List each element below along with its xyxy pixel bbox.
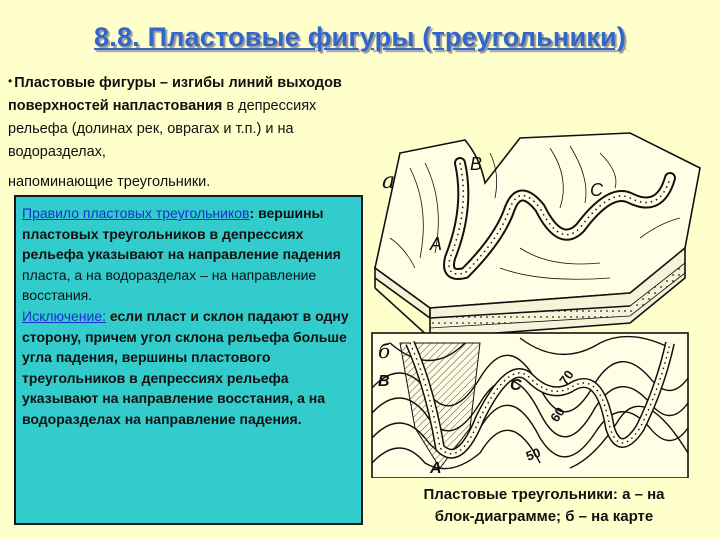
bullet: • (8, 74, 13, 88)
exception-text: если пласт и склон падают в одну сторону, причем угол склона рельефа больше угла падения, вершины пластового треугольников в депрессиях рельефа указывают на направление восстания, а на водоразделах на направление падения. (22, 307, 349, 427)
map-label-point-b: В (378, 373, 390, 390)
figure-caption (372, 484, 716, 528)
intro-paragraph (8, 70, 368, 194)
rule-text: пласта, а на водоразделах – на направление восстания. (22, 266, 317, 304)
intro-bold-text: – изгибы линий выходов поверхностей напластования (8, 75, 342, 114)
page-title: 8.8. Пластовые фигуры (треугольники) (94, 22, 626, 52)
label-a: а (382, 169, 396, 194)
intro-text: в депрессиях рельефа (долинах рек, оврагах и т.п.) и на водоразделах, (8, 98, 317, 160)
contour-label-50: 50 (523, 444, 543, 464)
caption-line-2: блок-диаграмме; б – на карте (434, 508, 654, 525)
map-diagram (372, 333, 688, 478)
block-diagram (375, 133, 700, 338)
label-point-a: А (430, 234, 443, 254)
rule-link[interactable]: Правило пластовых треугольников (22, 205, 250, 221)
figure-diagrams (370, 128, 710, 478)
contour-label-60: 60 (547, 404, 568, 425)
intro-last-line: напоминающие треугольники. (8, 174, 211, 190)
map-label-point-a: А (430, 460, 442, 477)
caption-line-1: Пластовые треугольники: а – на (423, 486, 665, 503)
label-point-b: В (470, 154, 483, 174)
rule-bold-text: вершины пластовых треугольников в депрессиях рельефа указывают на направление падения (22, 205, 341, 263)
intro-term: Пластовые фигуры (14, 75, 156, 91)
exception-link[interactable]: Исключение: (22, 307, 107, 324)
rule-box (14, 195, 363, 525)
label-b: б (378, 339, 391, 363)
label-point-c: С (590, 180, 603, 200)
rule-colon: : (249, 205, 255, 221)
contour-label-70: 70 (556, 367, 577, 388)
map-label-point-c: С (510, 377, 522, 394)
